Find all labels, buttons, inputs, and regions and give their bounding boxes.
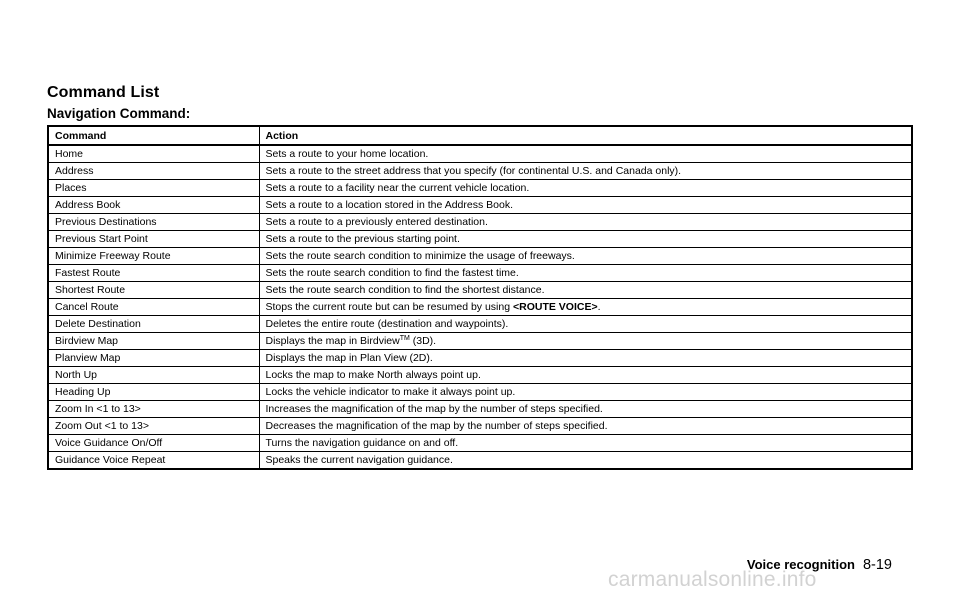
footer-section-label: Voice recognition <box>746 557 855 572</box>
table-row <box>48 401 912 418</box>
command-cell: Address <box>48 163 259 180</box>
action-cell: Sets a route to a location stored in the Address Book. <box>259 197 912 214</box>
action-text-end: . <box>597 301 601 313</box>
page-title: Command List <box>47 84 160 101</box>
action-cell: Turns the navigation guidance on and off. <box>259 435 912 452</box>
action-text: Stops the current route but can be resumed by using <box>265 301 511 313</box>
command-cell: Places <box>48 180 259 197</box>
table-row <box>48 384 912 401</box>
action-cell: Locks the vehicle indicator to make it always point up. <box>259 384 912 401</box>
action-cell: Sets a route to the previous starting point. <box>259 231 912 248</box>
table-row <box>48 435 912 452</box>
table-row <box>48 282 912 299</box>
command-cell: Cancel Route <box>48 299 259 316</box>
command-cell: Shortest Route <box>48 282 259 299</box>
action-cell: Decreases the magnification of the map by the number of steps specified. <box>259 418 912 435</box>
watermark: carmanualsonline.info <box>608 568 817 591</box>
command-cell: Heading Up <box>48 384 259 401</box>
action-cell: Sets the route search condition to find the shortest distance. <box>259 282 912 299</box>
command-cell: Previous Destinations <box>48 214 259 231</box>
action-cell: Speaks the current navigation guidance. <box>259 452 912 470</box>
command-cell: Address Book <box>48 197 259 214</box>
command-cell: Minimize Freeway Route <box>48 248 259 265</box>
table-row <box>48 333 912 350</box>
command-cell: Fastest Route <box>48 265 259 282</box>
table-row <box>48 452 912 470</box>
action-cell: Deletes the entire route (destination and waypoints). <box>259 316 912 333</box>
command-cell: Voice Guidance On/Off <box>48 435 259 452</box>
command-cell: Zoom In <1 to 13> <box>48 401 259 418</box>
route-voice-command: <ROUTE VOICE> <box>512 301 598 313</box>
table-row <box>48 367 912 384</box>
action-cell: Sets a route to your home location. <box>259 145 912 163</box>
command-table <box>47 125 913 470</box>
table-row <box>48 299 912 316</box>
table-row <box>48 214 912 231</box>
section-title: Navigation Command: <box>47 106 191 121</box>
table-row <box>48 231 912 248</box>
command-cell: Zoom Out <1 to 13> <box>48 418 259 435</box>
action-text-end: (3D). <box>409 335 437 347</box>
table-row <box>48 418 912 435</box>
command-cell: Planview Map <box>48 350 259 367</box>
action-cell <box>259 299 912 316</box>
action-cell: Displays the map in Plan View (2D). <box>259 350 912 367</box>
trademark-superscript: TM <box>399 335 410 342</box>
command-cell: Birdview Map <box>48 333 259 350</box>
action-cell: Sets a route to a facility near the current vehicle location. <box>259 180 912 197</box>
action-cell: Sets a route to the street address that you specify (for continental U.S. and Canada only). <box>259 163 912 180</box>
action-cell: Sets the route search condition to find the fastest time. <box>259 265 912 282</box>
action-cell: Sets a route to a previously entered destination. <box>259 214 912 231</box>
action-text: Displays the map in Birdview <box>265 335 400 347</box>
table-row <box>48 265 912 282</box>
command-cell: Delete Destination <box>48 316 259 333</box>
table-row <box>48 145 912 163</box>
action-cell: Locks the map to make North always point up. <box>259 367 912 384</box>
table-row <box>48 163 912 180</box>
action-cell: Sets the route search condition to minimize the usage of freeways. <box>259 248 912 265</box>
table-row <box>48 248 912 265</box>
table-row <box>48 350 912 367</box>
page-number: 8-19 <box>862 557 892 573</box>
table-row <box>48 197 912 214</box>
command-cell: Guidance Voice Repeat <box>48 452 259 470</box>
column-header-command: Command <box>48 126 259 145</box>
action-cell: Increases the magnification of the map by the number of steps specified. <box>259 401 912 418</box>
command-cell: Home <box>48 145 259 163</box>
table-header-row <box>48 126 912 145</box>
table-row <box>48 316 912 333</box>
action-cell <box>259 333 912 350</box>
command-cell: North Up <box>48 367 259 384</box>
table-row <box>48 180 912 197</box>
column-header-action: Action <box>259 126 912 145</box>
command-cell: Previous Start Point <box>48 231 259 248</box>
